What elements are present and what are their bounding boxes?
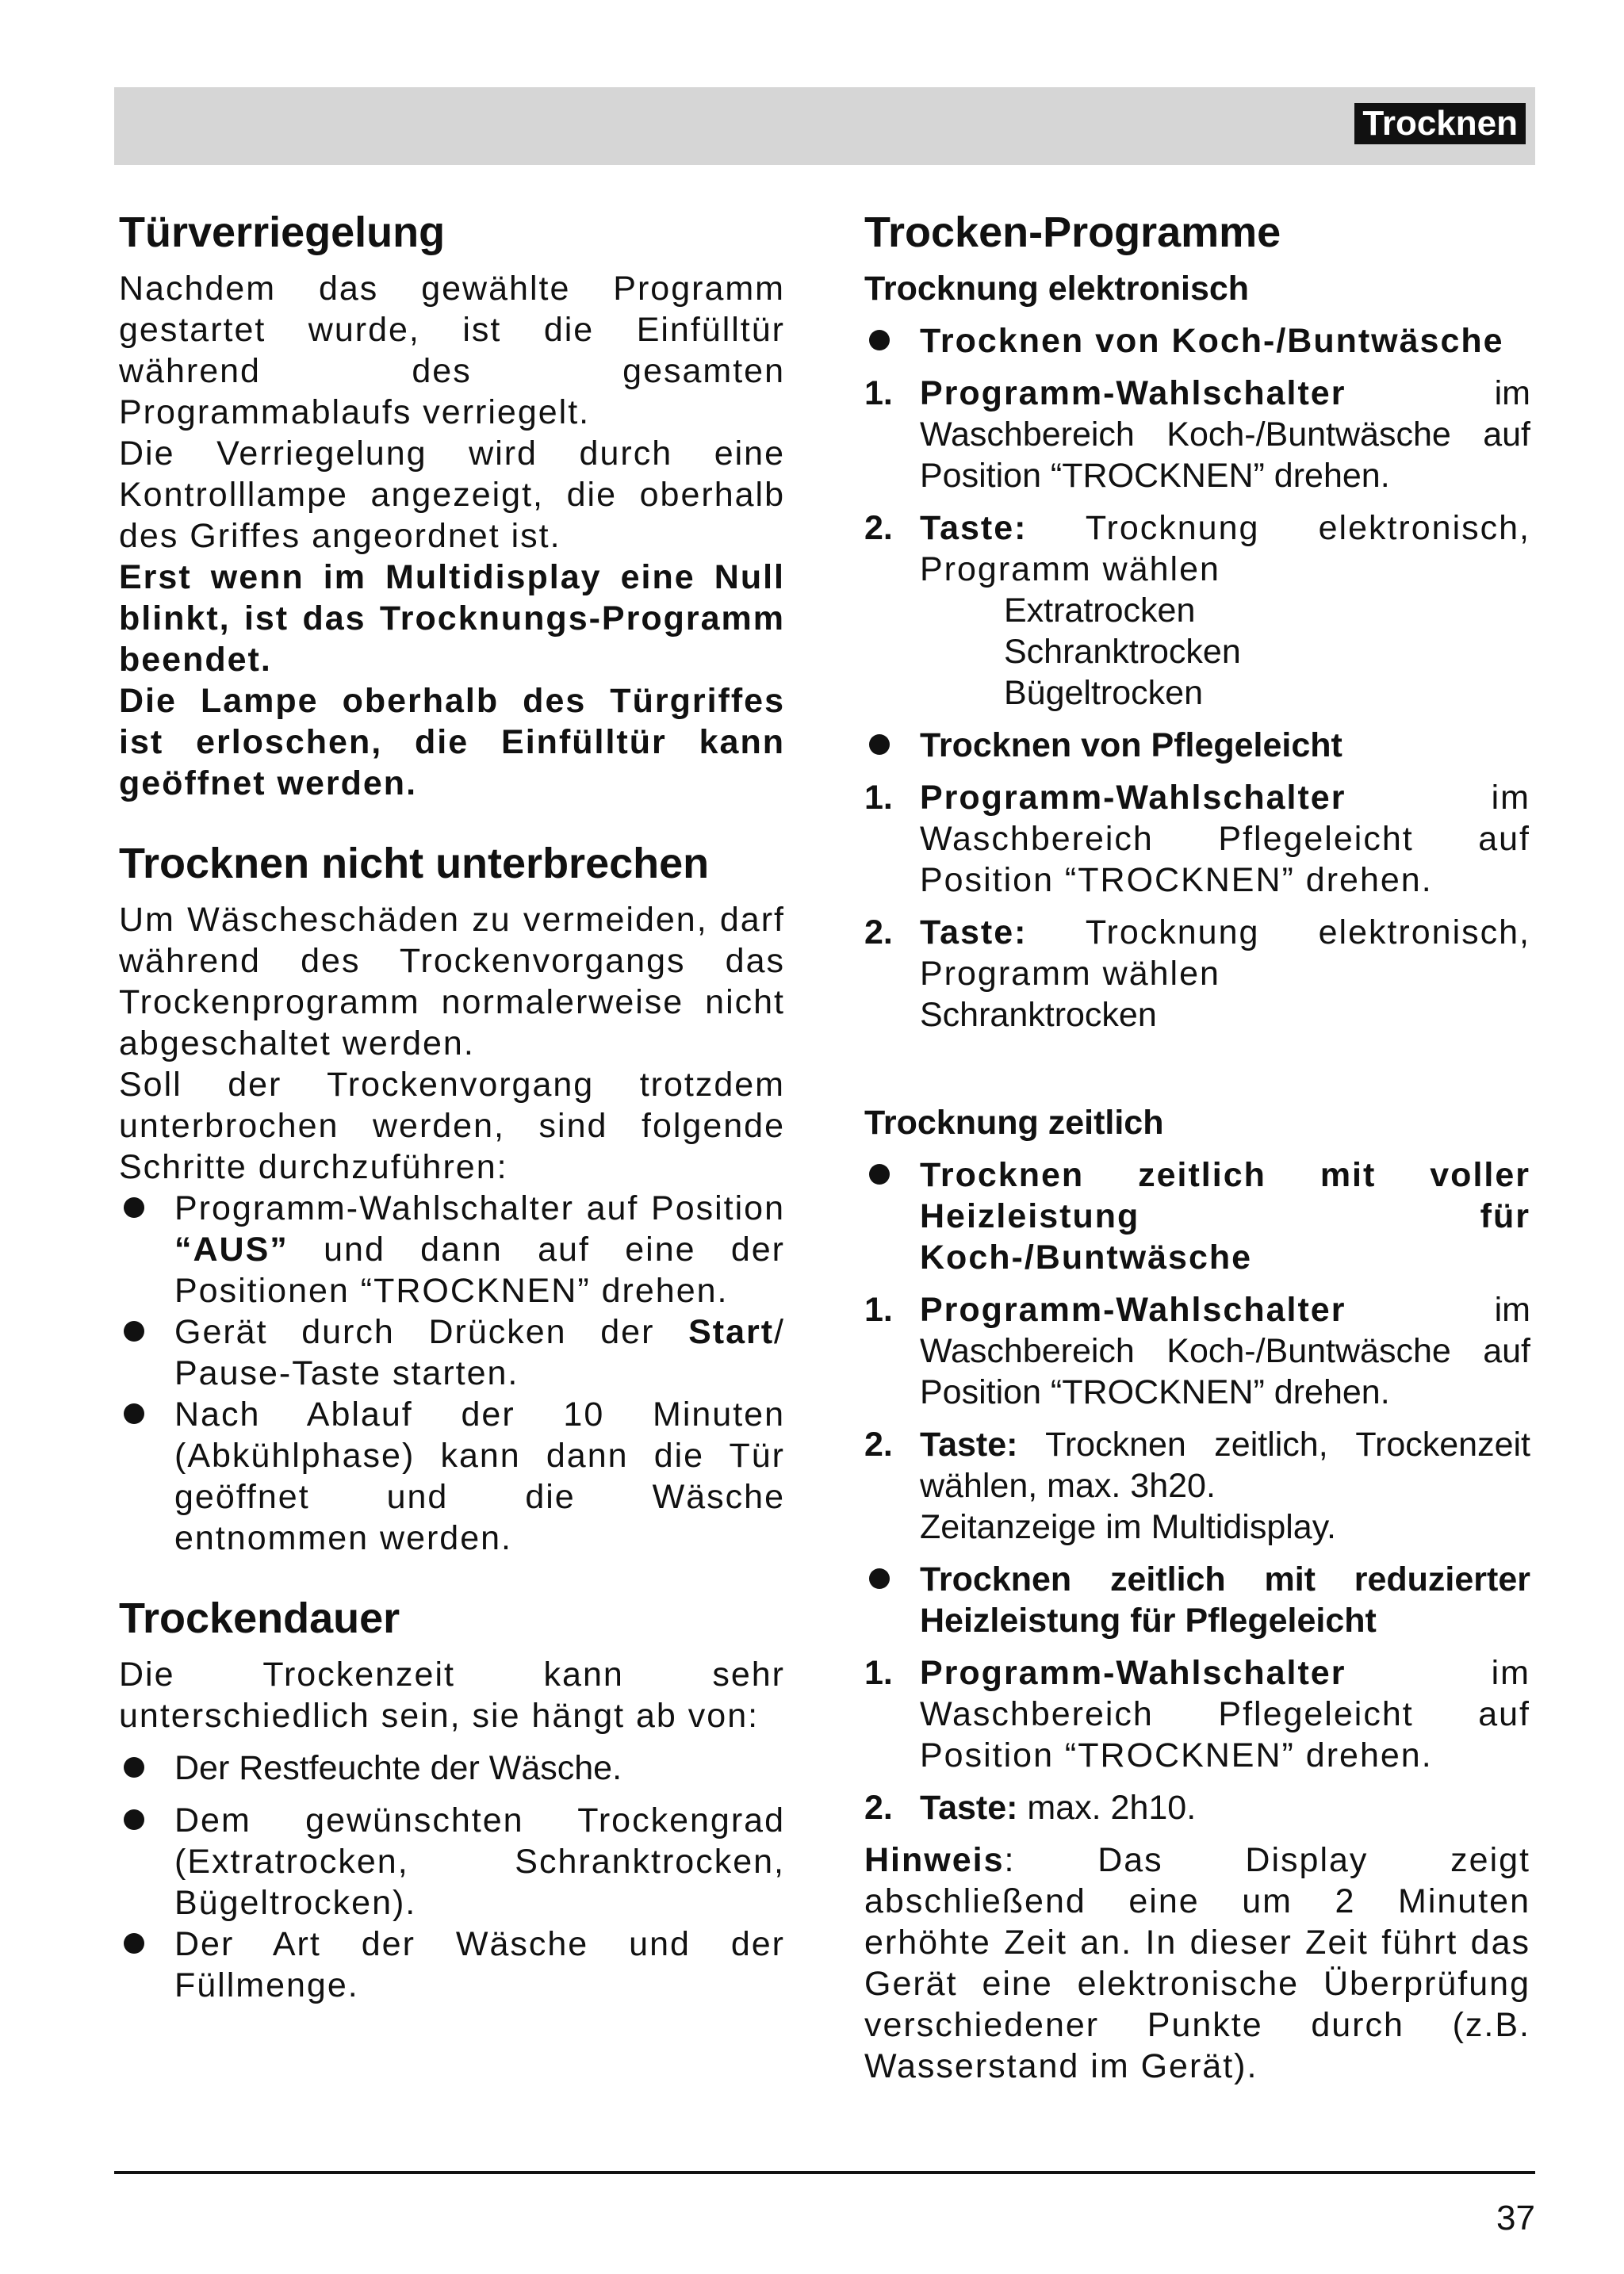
bullet-list [864, 320, 1530, 362]
note-label: Hinweis [864, 1841, 1005, 1879]
bullet-list [119, 1188, 785, 1559]
option-list [920, 590, 1530, 714]
paragraph-bold: Die Lampe oberhalb des Türgriffes ist erloschen, die Einfülltür kann geöffnet werden. [119, 682, 785, 802]
paragraph: Die Verriegelung wird durch eine Kontrolllampe angezeigt, die oberhalb des Griffes angeordnet ist. [119, 435, 785, 555]
note-paragraph: Hinweis: Das Display zeigt abschließend eine um 2 Minuten erhöhte Zeit an. In dieser Zeit führt das Gerät eine elektronische Überprüfung verschiedener Punkte durch (z.B. Wasserstand im Gerät). [864, 1841, 1530, 2085]
paragraph: Die Trockenzeit kann sehr unterschiedlich sein, sie hängt ab von: [119, 1656, 785, 1735]
right-column [864, 208, 1530, 2087]
section-door-lock [119, 208, 785, 804]
list-item-bold: Trocknen zeitlich mit reduzierter Heizleistung für Pflegeleicht [864, 1559, 1530, 1641]
section-title: Türverriegelung [119, 209, 446, 256]
list-item-bold: Trocknen von Koch-/Buntwäsche [864, 320, 1530, 362]
option-item: Schranktrocken [1004, 633, 1241, 671]
paragraph-bold: Erst wenn im Multidisplay eine Null blinkt, ist das Trocknungs-Programm beendet. [119, 558, 785, 679]
section-do-not-interrupt [119, 839, 785, 1559]
paragraph: Soll der Trockenvorgang trotzdem unterbrochen werden, sind folgende Schritte durchzuführen: [119, 1066, 785, 1186]
numbered-list [864, 777, 1530, 1036]
list-item: Nach Ablauf der 10 Minuten (Abkühlphase) kann dann die Tür geöffnet und die Wäsche entnommen werden. [119, 1394, 785, 1559]
bullet-list [119, 1748, 785, 2006]
subsection-title: Trocknung elektronisch [864, 270, 1250, 308]
numbered-item: 1. Programm-Wahlschalter im Waschbereich Koch-/Buntwäsche auf Position “TROCKNEN” drehen. [864, 374, 1530, 495]
subsection-title: Trocknung zeitlich [864, 1104, 1164, 1142]
numbered-item: 1. Programm-Wahlschalter im Waschbereich Koch-/Buntwäsche auf Position “TROCKNEN” drehen. [864, 1291, 1530, 1411]
numbered-list [864, 1289, 1530, 1548]
list-item: Programm-Wahlschalter auf Position “AUS” und dann auf eine der Positionen “TROCKNEN” drehen. [119, 1188, 785, 1311]
paragraph: Um Wäscheschäden zu vermeiden, darf während des Trockenvorgangs das Trockenprogramm normalerweise nicht abgeschaltet werden. [119, 901, 785, 1062]
paragraph: Nachdem das gewählte Programm gestartet wurde, ist die Einfülltür während des gesamten Programmablaufs verriegelt. [119, 270, 785, 431]
bullet-list [864, 1154, 1530, 1278]
left-column [119, 208, 785, 2006]
list-item: Dem gewünschten Trockengrad (Extratrocken, Schranktrocken, Bügeltrocken). [119, 1800, 785, 1924]
list-item-bold: Trocknen zeitlich mit voller Heizleistung für Koch-/Buntwäsche [864, 1154, 1530, 1278]
numbered-item: 2. Taste: Trocknung elektronisch, Programm wählen Schranktrocken [864, 913, 1530, 1034]
section-drying-duration [119, 1594, 785, 2006]
option-item: Extratrocken [1004, 591, 1196, 630]
option-item: Bügeltrocken [1004, 674, 1203, 712]
numbered-item: 1. Programm-Wahlschalter im Waschbereich Pflegeleicht auf Position “TROCKNEN” drehen. [864, 1654, 1530, 1774]
numbered-item: 2. Taste: Trocknung elektronisch, Programm wählen Extratrocken Schranktrocken Bügeltrocken [864, 509, 1530, 712]
bullet-list [864, 1559, 1530, 1641]
section-title: Trocken-Programme [864, 209, 1281, 256]
numbered-item: 2. Taste: max. 2h10. [864, 1789, 1197, 1827]
section-title: Trocknen nicht unterbrechen [119, 840, 710, 887]
list-item: Gerät durch Drücken der Start/ Pause-Taste starten. [119, 1311, 785, 1394]
footer-rule [114, 2171, 1535, 2174]
section-title: Trockendauer [119, 1594, 400, 1642]
page-number: 37 [1496, 2199, 1535, 2238]
list-item: Der Restfeuchte der Wäsche. [119, 1748, 785, 1789]
bullet-list [864, 725, 1530, 766]
numbered-list [864, 373, 1530, 714]
header-band [114, 87, 1535, 165]
section-tag: Trocknen [1354, 103, 1526, 144]
numbered-list [864, 1652, 1530, 1828]
numbered-item: 1. Programm-Wahlschalter im Waschbereich Pflegeleicht auf Position “TROCKNEN” drehen. [864, 779, 1530, 899]
numbered-item: 2. Taste: Trocknen zeitlich, Trockenzeit wählen, max. 3h20. Zeitanzeige im Multidisplay. [864, 1426, 1530, 1546]
list-item: Der Art der Wäsche und der Füllmenge. [119, 1924, 785, 2006]
list-item-bold: Trocknen von Pflegeleicht [864, 725, 1530, 766]
